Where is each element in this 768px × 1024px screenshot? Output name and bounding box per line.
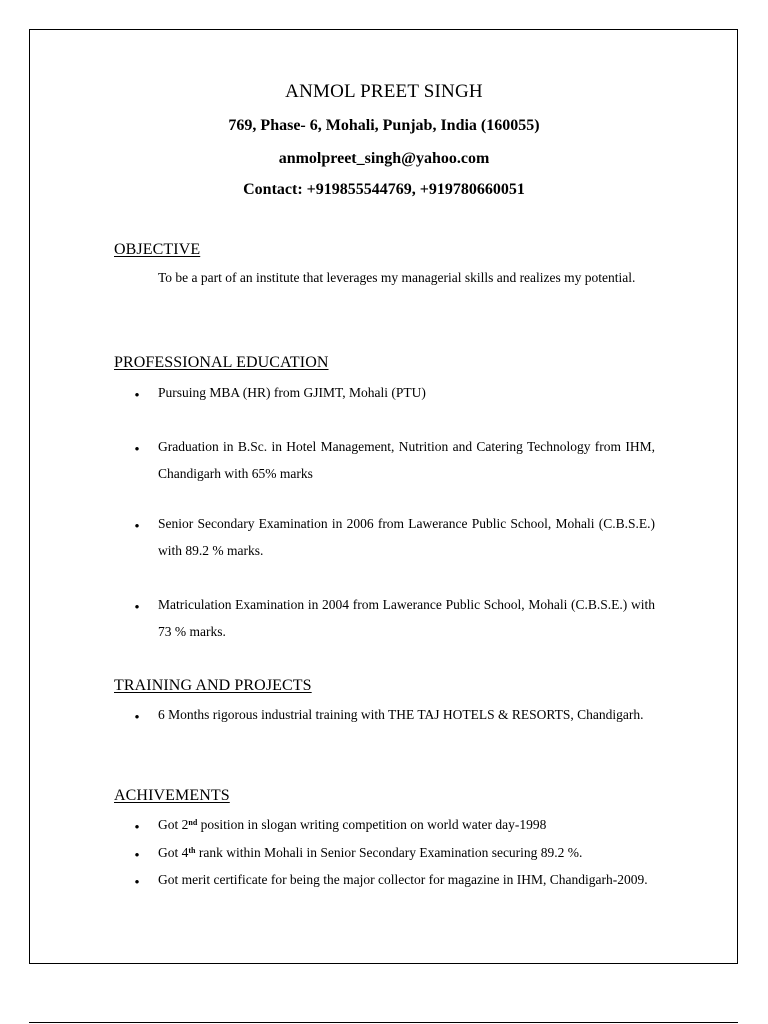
bullet-icon: • bbox=[134, 519, 140, 535]
achievement-text: Got 2 bbox=[158, 817, 189, 832]
achievement-item: Got merit certificate for being the major collector for magazine in IHM, Chandigarh-2009. bbox=[158, 872, 648, 887]
training-item: 6 Months rigorous industrial training with THE TAJ HOTELS & RESORTS, Chandigarh. bbox=[158, 707, 644, 722]
objective-text: To be a part of an institute that leverages my managerial skills and realizes my potential. bbox=[158, 270, 636, 285]
achievement-text: position in slogan writing competition on world water day-1998 bbox=[197, 817, 547, 832]
bullet-icon: • bbox=[134, 875, 140, 891]
bullet-icon: • bbox=[134, 442, 140, 458]
training-heading: TRAINING AND PROJECTS bbox=[114, 677, 312, 694]
bullet-icon: • bbox=[134, 388, 140, 404]
bullet-icon: • bbox=[134, 848, 140, 864]
education-item: Senior Secondary Examination in 2006 from Lawerance Public School, Mohali (C.B.S.E.) with 89.2 % marks. bbox=[158, 516, 655, 558]
education-item: Graduation in B.Sc. in Hotel Management, Nutrition and Catering Technology from IHM, Chandigarh with 65% marks bbox=[158, 439, 655, 481]
achievement-text: Got 4 bbox=[158, 845, 189, 860]
achievement-item bbox=[158, 812, 655, 839]
achievements-heading: ACHIVEMENTS bbox=[114, 787, 230, 804]
objective-heading: OBJECTIVE bbox=[114, 241, 201, 258]
candidate-name: ANMOL PREET SINGH bbox=[285, 81, 483, 102]
education-item: Pursuing MBA (HR) from GJIMT, Mohali (PTU) bbox=[158, 385, 426, 400]
achievement-item bbox=[158, 840, 655, 867]
email-line: anmolpreet_singh@yahoo.com bbox=[278, 150, 490, 167]
ordinal-suffix: nd bbox=[188, 818, 198, 827]
achievement-text: rank within Mohali in Senior Secondary Examination securing 89.2 %. bbox=[195, 845, 583, 860]
bullet-icon: • bbox=[134, 600, 140, 616]
ordinal-suffix: th bbox=[188, 846, 196, 855]
address-line: 769, Phase- 6, Mohali, Punjab, India (160055) bbox=[228, 117, 540, 134]
bullet-icon: • bbox=[134, 820, 140, 836]
phone-line: Contact: +919855544769, +919780660051 bbox=[243, 181, 525, 198]
bottom-rule bbox=[29, 1022, 738, 1023]
bullet-icon: • bbox=[134, 710, 140, 726]
education-item: Matriculation Examination in 2004 from Lawerance Public School, Mohali (C.B.S.E.) with 73 % marks. bbox=[158, 597, 655, 639]
education-heading: PROFESSIONAL EDUCATION bbox=[114, 354, 329, 371]
